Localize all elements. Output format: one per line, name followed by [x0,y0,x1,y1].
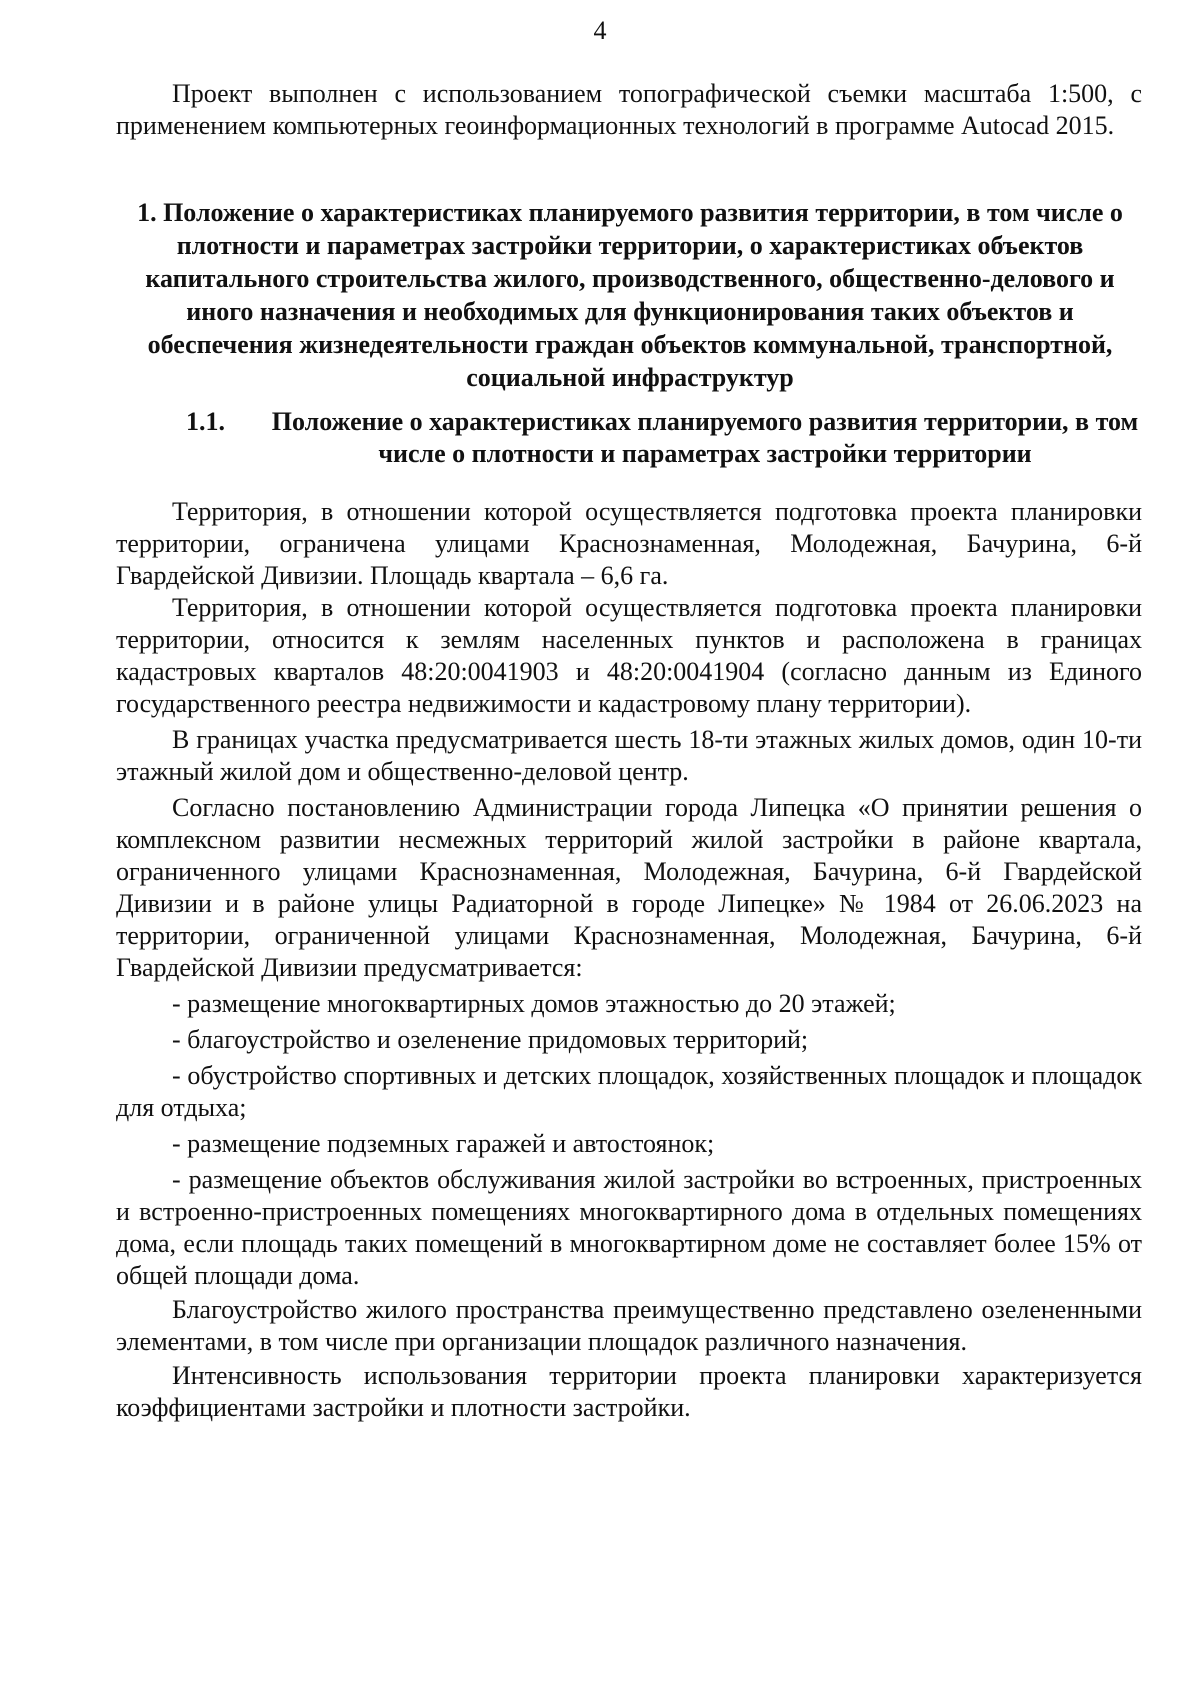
list-item: - благоустройство и озеленение придомовых территорий; [172,1025,809,1054]
section-heading-block [120,196,1140,394]
list-item: - размещение многоквартирных домов этажностью до 20 этажей; [172,989,896,1018]
list-item: - размещение объектов обслуживания жилой застройки во встроенных, пристроенных и встроенно-пристроенных помещениях многоквартирного дома в отдельных помещениях дома, если площадь таких помещений в многоквартирном доме не составляет более 15% от общей площади дома. [116,1165,1142,1290]
subsection-number: 1.1. [186,407,225,436]
closing-paragraph: Благоустройство жилого пространства преимущественно представлено озелененными элементами, в том числе при организации площадок различного назначения. [116,1295,1142,1356]
closing-paragraph: Интенсивность использования территории проекта планировки характеризуется коэффициентами застройки и плотности застройки. [116,1361,1142,1422]
list-item: - размещение подземных гаражей и автостоянок; [172,1129,715,1158]
intro-paragraph: Проект выполнен с использованием топографической съемки масштаба 1:500, с применением компьютерных геоинформационных технологий в программе Autocad 2015. [116,79,1142,140]
body-paragraph: В границах участка предусматривается шесть 18-ти этажных жилых домов, один 10-ти этажный жилой дом и общественно-деловой центр. [116,725,1142,786]
subsection-title: Положение о характеристиках планируемого развития территории, в том числе о плотности и параметрах застройки территории [271,407,1139,468]
intro-block [116,78,1142,142]
body-paragraph: Территория, в отношении которой осуществляется подготовка проекта планировки территории, ограничена улицами Краснознаменная, Молодежная, Бачурина, 6-й Гвардейской Дивизии. Площадь квартала – 6,6 га. [116,497,1142,590]
list-item: - обустройство спортивных и детских площадок, хозяйственных площадок и площадок для отдыха; [116,1061,1142,1122]
body-text [116,496,1142,1424]
body-paragraph: Согласно постановлению Администрации города Липецка «О принятии решения о комплексном развитии несмежных территорий жилой застройки в районе квартала, ограниченного улицами Краснознаменная, Молодежная, Бачурина, 6-й Гвардейской Дивизии и в районе улицы Радиаторной в городе Липецке» № 1984 от 26.06.2023 на территории, ограниченной улицами Краснознаменная, Молодежная, Бачурина, 6-й Гвардейской Дивизии предусматривается: [116,793,1142,982]
body-paragraph: Территория, в отношении которой осуществляется подготовка проекта планировки территории, относится к землям населенных пунктов и расположена в границах кадастровых кварталов 48:20:0041903 и 48:20:0041904 (согласно данным из Единого государственного реестра недвижимости и кадастровому плану территории). [116,593,1142,718]
subsection-heading [186,406,1146,472]
section-title: 1. Положение о характеристиках планируемого развития территории, в том числе о плотности и параметрах застройки территории, о характеристиках объектов капитального строительства жилого, производственного, общественно-делового и иного назначения и необходимых для функционирования таких объектов и обеспечения жизнедеятельности граждан объектов коммунальной, транспортной, социальной инфраструктур [137,198,1123,392]
page-number: 4 [593,16,607,45]
